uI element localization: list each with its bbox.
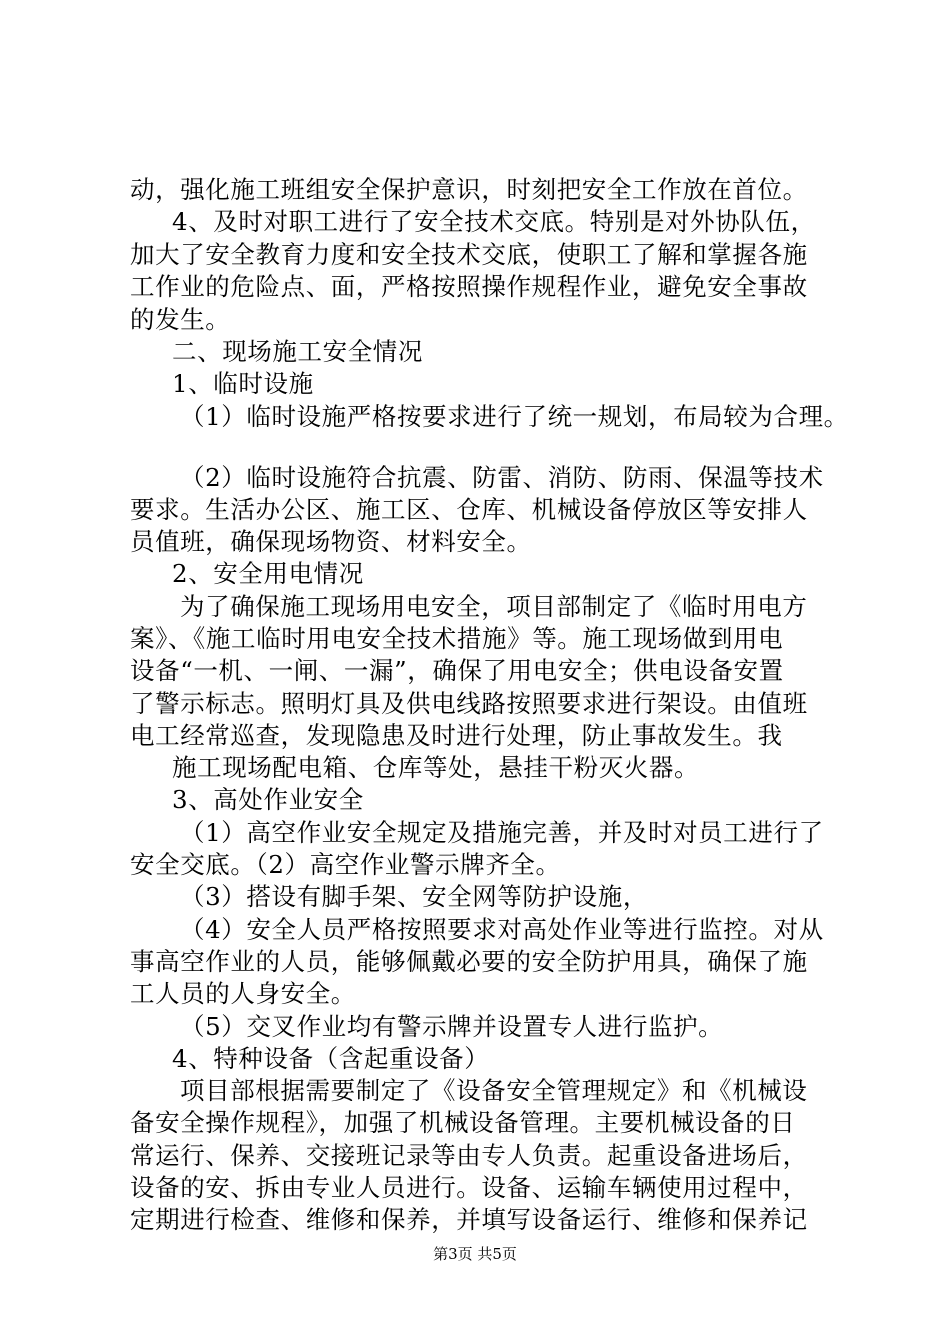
text-line: 定期进行检查、维修和保养，并填写设备运行、维修和保养记 — [130, 1205, 808, 1234]
text-line: 设备的安、拆由专业人员进行。设备、运输车辆使用过程中， — [130, 1173, 808, 1202]
text-line: 工人员的人身安全。 — [130, 979, 356, 1008]
text-line: 电工经常巡查，发现隐患及时进行处理，防止事故发生。我 — [130, 721, 783, 750]
text-line: 了警示标志。照明灯具及供电线路按照要求进行架设。由值班 — [130, 689, 808, 718]
text-line: 项目部根据需要制定了《设备安全管理规定》和《机械设 — [180, 1076, 808, 1105]
text-line: 工作业的危险点、面，严格按照操作规程作业，避免安全事故 — [130, 272, 808, 301]
text-line: 案》、《施工临时用电安全技术措施》等。施工现场做到用电 — [130, 624, 784, 653]
text-line: （4）安全人员严格按照要求对高处作业等进行监控。对从 — [180, 915, 824, 944]
subsection-heading: 1、临时设施 — [172, 369, 314, 398]
subsection-heading: 2、安全用电情况 — [172, 559, 364, 588]
text-line: 要求。生活办公区、施工区、仓库、机械设备停放区等安排人 — [130, 495, 808, 524]
text-line: （5）交叉作业均有警示牌并设置专人进行监护。 — [180, 1012, 724, 1041]
text-line: 事高空作业的人员，能够佩戴必要的安全防护用具，确保了施 — [130, 947, 808, 976]
text-line: 员值班，确保现场物资、材料安全。 — [130, 527, 532, 556]
section-heading: 二、现场施工安全情况 — [172, 337, 423, 366]
text-line: 加大了安全教育力度和安全技术交底，使职工了解和掌握各施 — [130, 240, 808, 269]
text-line: （1）临时设施严格按要求进行了统一规划，布局较为合理。 — [180, 402, 849, 431]
text-line: 施工现场配电箱、仓库等处，悬挂干粉灭火器。 — [172, 753, 700, 782]
text-line: （2）临时设施符合抗震、防雷、消防、防雨、保温等技术 — [180, 463, 824, 492]
subsection-heading: 4、特种设备（含起重设备） — [172, 1044, 490, 1073]
text-line: 为了确保施工现场用电安全，项目部制定了《临时用电方 — [180, 592, 808, 621]
page-number-footer: 第3页 共5页 — [433, 1245, 517, 1263]
text-line: （1）高空作业安全规定及措施完善，并及时对员工进行了 — [180, 818, 824, 847]
text-line: 设备“一机、一闸、一漏”，确保了用电安全；供电设备安置 — [130, 656, 784, 685]
text-line: （3）搭设有脚手架、安全网等防护设施， — [180, 882, 648, 911]
text-line: 常运行、保养、交接班记录等由专人负责。起重设备进场后， — [130, 1141, 808, 1170]
text-line: 4、及时对职工进行了安全技术交底。特别是对外协队伍， — [172, 207, 816, 236]
text-line: 安全交底。（2）高空作业警示牌齐全。 — [130, 850, 561, 879]
text-line: 的发生。 — [130, 305, 231, 334]
text-line: 备安全操作规程》，加强了机械设备管理。主要机械设备的日 — [130, 1108, 796, 1137]
text-line: 动，强化施工班组安全保护意识，时刻把安全工作放在首位。 — [130, 175, 808, 204]
subsection-heading: 3、高处作业安全 — [172, 785, 364, 814]
